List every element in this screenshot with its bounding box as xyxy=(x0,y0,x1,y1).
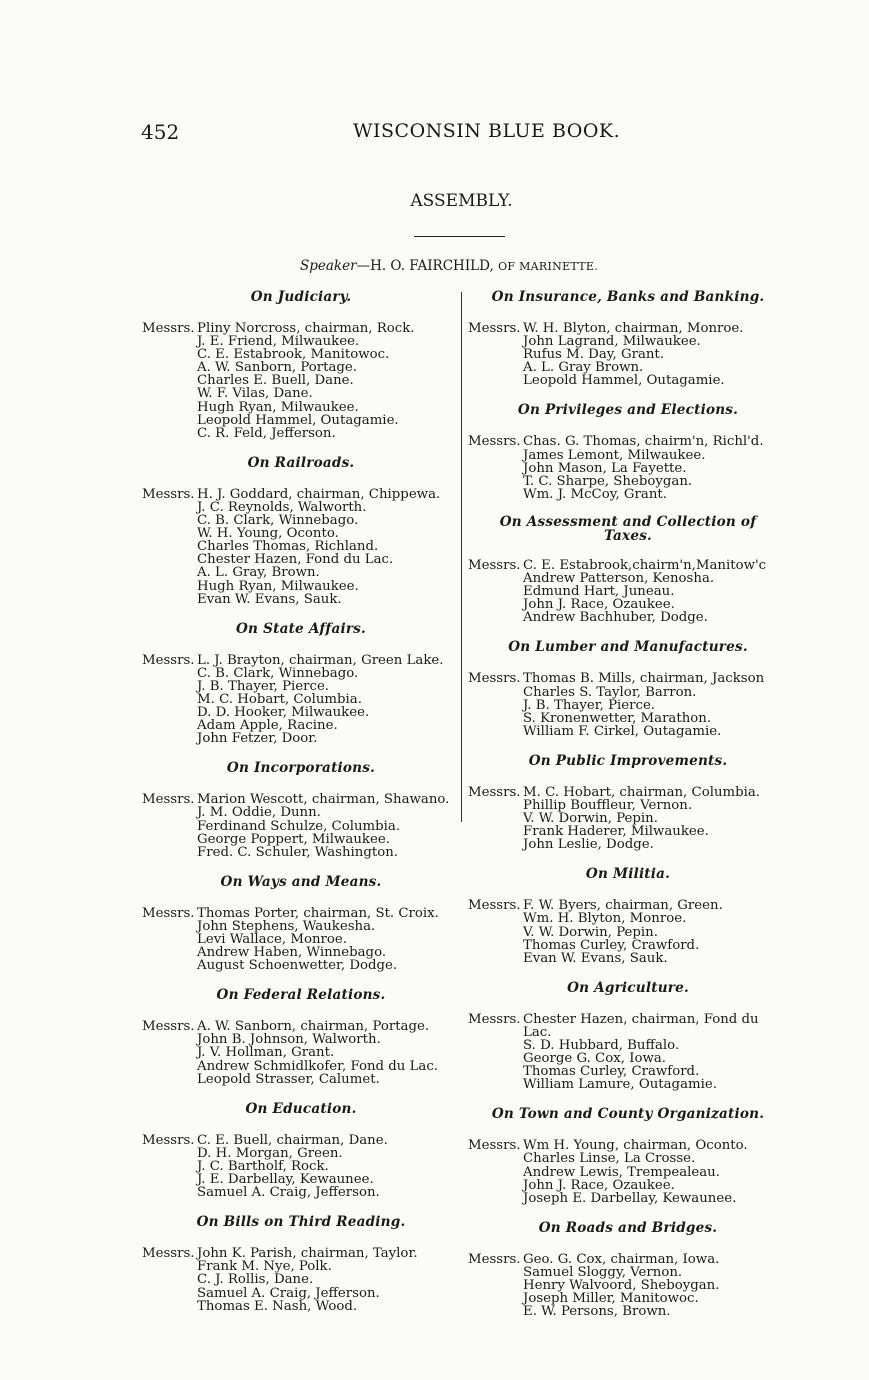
member-name: James Lemont, Milwaukee. xyxy=(523,447,706,463)
speaker-label: Speaker xyxy=(300,258,357,274)
committee-block xyxy=(468,288,788,387)
messrs-label: Messrs. xyxy=(468,434,521,450)
member-name: Evan W. Evans, Sauk. xyxy=(523,950,668,966)
member-name: F. W. Byers, chairman, Green. xyxy=(523,898,723,914)
member-name: Samuel A. Craig, Jefferson. xyxy=(197,1185,380,1201)
member-name: Andrew Bachhuber, Dodge. xyxy=(523,610,708,626)
member-name: Wm. J. McCoy, Grant. xyxy=(523,486,667,502)
member-name: M. C. Hobart, chairman, Columbia. xyxy=(523,784,761,800)
member-name: Samuel A. Craig, Jefferson. xyxy=(197,1285,380,1301)
member-name: D. D. Hooker, Milwaukee. xyxy=(197,705,370,721)
member-name: T. C. Sharpe, Sheboygan. xyxy=(523,473,693,489)
member-name: Andrew Schmidlkofer, Fond du Lac. xyxy=(197,1058,438,1074)
committee-members xyxy=(468,435,788,500)
member-name: John Fetzer, Door. xyxy=(197,731,318,747)
member-name: Frank M. Nye, Polk. xyxy=(197,1259,332,1275)
committee-title: On Judiciary. xyxy=(250,289,352,305)
messrs-label: Messrs. xyxy=(142,652,195,668)
messrs-label: Messrs. xyxy=(468,784,521,800)
member-name: Chester Hazen, chairman, Fond du xyxy=(523,1011,759,1027)
member-name: L. J. Brayton, chairman, Green Lake. xyxy=(197,652,444,668)
messrs-label: Messrs. xyxy=(468,1251,521,1267)
committee-title: On Bills on Third Reading. xyxy=(196,1214,406,1231)
member-name: A. L. Gray Brown. xyxy=(523,360,644,376)
member-name: J. C. Bartholf, Rock. xyxy=(197,1158,329,1174)
messrs-label: Messrs. xyxy=(142,1246,195,1262)
member-name: W. F. Vilas, Dane. xyxy=(197,386,313,402)
member-name: A. W. Sanborn, Portage. xyxy=(197,360,357,376)
section-title: ASSEMBLY. xyxy=(410,191,513,211)
member-name: Thomas Curley, Crawford. xyxy=(523,937,700,953)
running-title: WISCONSIN BLUE BOOK. xyxy=(353,120,621,142)
member-name: John Leslie, Dodge. xyxy=(523,837,654,853)
member-name: George Poppert, Milwaukee. xyxy=(197,831,390,847)
committee-block xyxy=(468,1219,788,1318)
member-row xyxy=(468,786,788,799)
speaker-line xyxy=(300,258,598,274)
member-name: E. W. Persons, Brown. xyxy=(523,1304,671,1320)
member-name: Leopold Hammel, Outagamie. xyxy=(197,412,399,428)
member-name: William F. Cirkel, Outagamie. xyxy=(523,723,722,739)
committee-block xyxy=(468,752,788,851)
right-column xyxy=(468,288,788,1332)
committee-title: On Assessment and Collection of Taxes. xyxy=(499,513,757,544)
member-name: S. Kronenwetter, Marathon. xyxy=(523,710,712,726)
committee-members xyxy=(142,1134,460,1199)
member-name: W. H. Young, Oconto. xyxy=(197,526,339,542)
committee-members xyxy=(142,793,460,858)
member-name: C. E. Buell, chairman, Dane. xyxy=(197,1132,388,1148)
member-name: C. E. Estabrook,chairm'n,Manitow'c xyxy=(523,557,767,573)
committee-block xyxy=(142,1100,460,1199)
member-name: Thomas E. Nash, Wood. xyxy=(197,1298,358,1314)
committee-members xyxy=(142,1020,460,1085)
member-name: Charles Thomas, Richland. xyxy=(197,539,379,555)
committee-title: On Education. xyxy=(245,1100,357,1117)
messrs-label: Messrs. xyxy=(142,1019,195,1035)
member-row xyxy=(468,672,788,685)
committee-members xyxy=(142,907,460,972)
committee-block xyxy=(142,873,460,972)
member-name: C. E. Estabrook, Manitowoc. xyxy=(197,347,390,363)
member-name: Edmund Hart, Juneau. xyxy=(523,584,675,600)
member-name: Andrew Lewis, Trempealeau. xyxy=(523,1164,720,1180)
member-name: August Schoenwetter, Dodge. xyxy=(197,958,398,974)
committee-title: On Privileges and Elections. xyxy=(517,402,739,419)
member-row xyxy=(468,1253,788,1266)
committee-members xyxy=(468,1139,788,1204)
messrs-label: Messrs. xyxy=(468,1011,521,1027)
committee-block xyxy=(142,288,460,440)
committee-block xyxy=(142,759,460,858)
member-name: Geo. G. Cox, chairman, Iowa. xyxy=(523,1251,720,1267)
committee-members xyxy=(142,1247,460,1312)
member-name: J. B. Thayer, Pierce. xyxy=(197,678,330,694)
member-name: C. B. Clark, Winnebago. xyxy=(197,513,359,529)
committee-block xyxy=(468,515,788,624)
messrs-label: Messrs. xyxy=(468,557,521,573)
messrs-label: Messrs. xyxy=(142,905,195,921)
member-name: J. C. Reynolds, Walworth. xyxy=(197,499,367,515)
member-name: Thomas B. Mills, chairman, Jackson xyxy=(523,671,765,687)
member-row xyxy=(468,435,788,448)
committee-title: On Roads and Bridges. xyxy=(538,1219,718,1236)
committee-members xyxy=(468,322,788,387)
member-name: John Stephens, Waukesha. xyxy=(197,918,376,934)
member-name: Hugh Ryan, Milwaukee. xyxy=(197,399,359,415)
member-name: J. B. Thayer, Pierce. xyxy=(523,697,656,713)
member-name: W. H. Blyton, chairman, Monroe. xyxy=(523,321,744,336)
column-divider xyxy=(461,292,462,822)
member-name: Thomas Curley, Crawford. xyxy=(523,1064,700,1080)
committee-members xyxy=(468,672,788,737)
committee-block xyxy=(468,638,788,737)
speaker-name: H. O. FAIRCHILD, xyxy=(370,258,494,274)
committee-title: On Lumber and Manufactures. xyxy=(508,639,748,656)
committee-block xyxy=(142,986,460,1085)
member-name: S. D. Hubbard, Buffalo. xyxy=(523,1038,680,1053)
messrs-label: Messrs. xyxy=(468,321,521,336)
member-name: Andrew Haben, Winnebago. xyxy=(197,945,387,961)
member-name: Marion Wescott, chairman, Shawano. xyxy=(197,792,450,808)
member-row xyxy=(468,1013,788,1026)
committee-title: On Railroads. xyxy=(247,454,355,471)
member-row xyxy=(142,1134,460,1147)
committee-block xyxy=(468,979,788,1092)
messrs-label: Messrs. xyxy=(142,1132,195,1148)
member-name: William Lamure, Outagamie. xyxy=(523,1077,717,1093)
speaker-dash: — xyxy=(356,258,371,274)
committee-block xyxy=(142,620,460,746)
member-name: Wm. H. Blyton, Monroe. xyxy=(523,911,687,927)
committee-members xyxy=(468,1013,788,1092)
member-name: C. J. Rollis, Dane. xyxy=(197,1272,314,1288)
member-name: Leopold Hammel, Outagamie. xyxy=(523,373,725,389)
member-name: Fred. C. Schuler, Washington. xyxy=(197,844,399,860)
committee-members xyxy=(468,899,788,964)
member-name: M. C. Hobart, Columbia. xyxy=(197,691,362,707)
member-name: J. V. Hollman, Grant. xyxy=(197,1045,335,1061)
member-name: A. W. Sanborn, chairman, Portage. xyxy=(197,1019,430,1035)
member-name: Charles S. Taylor, Barron. xyxy=(523,684,697,700)
member-name: Chester Hazen, Fond du Lac. xyxy=(197,552,394,568)
member-name: Frank Haderer, Milwaukee. xyxy=(523,824,709,840)
member-name: John Mason, La Fayette. xyxy=(523,460,687,476)
messrs-label: Messrs. xyxy=(142,792,195,808)
committee-block xyxy=(468,1105,788,1204)
member-name: Wm H. Young, chairman, Oconto. xyxy=(523,1138,748,1154)
member-name: A. L. Gray, Brown. xyxy=(197,565,320,581)
committee-block xyxy=(468,865,788,964)
messrs-label: Messrs. xyxy=(142,486,195,502)
committee-title: On Town and County Organization. xyxy=(491,1106,765,1123)
member-name: Henry Walvoord, Sheboygan. xyxy=(523,1278,720,1294)
member-name: Charles E. Buell, Dane. xyxy=(197,373,354,389)
member-name: Rufus M. Day, Grant. xyxy=(523,347,665,363)
member-name: H. J. Goddard, chairman, Chippewa. xyxy=(197,486,441,502)
committee-members xyxy=(468,559,788,624)
member-name: Phillip Bouffleur, Vernon. xyxy=(523,797,693,813)
member-row xyxy=(142,654,460,667)
page-number: 452 xyxy=(141,120,180,144)
committee-title: On Federal Relations. xyxy=(216,987,386,1004)
member-name: Lac. xyxy=(523,1024,552,1040)
speaker-of: OF MARINETTE. xyxy=(498,260,599,273)
title-rule xyxy=(414,236,505,237)
member-name: Joseph Miller, Manitowoc. xyxy=(523,1291,699,1307)
committee-title: On Incorporations. xyxy=(226,760,376,777)
member-name: John B. Johnson, Walworth. xyxy=(197,1032,381,1048)
member-name: Chas. G. Thomas, chairm'n, Richl'd. xyxy=(523,434,764,450)
committee-members xyxy=(468,786,788,851)
member-name: John J. Race, Ozaukee. xyxy=(523,1177,675,1193)
committee-members xyxy=(142,322,460,440)
member-name: J. M. Oddie, Dunn. xyxy=(197,805,321,821)
member-row xyxy=(142,488,460,501)
member-name: George G. Cox, Iowa. xyxy=(523,1051,666,1067)
messrs-label: Messrs. xyxy=(142,321,195,336)
committee-block xyxy=(468,401,788,500)
member-name: Pliny Norcross, chairman, Rock. xyxy=(197,321,415,336)
member-name: C. R. Feld, Jefferson. xyxy=(197,425,336,441)
member-name: D. H. Morgan, Green. xyxy=(197,1145,343,1161)
committee-title: On Ways and Means. xyxy=(220,873,382,890)
member-name: Ferdinand Schulze, Columbia. xyxy=(197,818,401,834)
messrs-label: Messrs. xyxy=(468,671,521,687)
committee-block xyxy=(142,1213,460,1312)
member-name: Leopold Strasser, Calumet. xyxy=(197,1071,380,1087)
member-name: Evan W. Evans, Sauk. xyxy=(197,591,342,607)
committee-title: On Militia. xyxy=(585,866,671,883)
member-name: Hugh Ryan, Milwaukee. xyxy=(197,578,359,594)
member-name: Joseph E. Darbellay, Kewaunee. xyxy=(523,1190,737,1206)
messrs-label: Messrs. xyxy=(468,898,521,914)
member-name: C. B. Clark, Winnebago. xyxy=(197,665,359,681)
member-name: John K. Parish, chairman, Taylor. xyxy=(197,1246,418,1262)
committee-title: On Agriculture. xyxy=(567,979,689,996)
member-name: Thomas Porter, chairman, St. Croix. xyxy=(197,905,439,921)
committee-title: On State Affairs. xyxy=(236,620,366,637)
member-name: J. E. Darbellay, Kewaunee. xyxy=(197,1172,374,1188)
member-name: Andrew Patterson, Kenosha. xyxy=(523,571,715,587)
committee-members xyxy=(142,488,460,606)
committee-members xyxy=(142,654,460,746)
messrs-label: Messrs. xyxy=(468,1138,521,1154)
committee-title: On Public Improvements. xyxy=(528,752,728,769)
member-name: Levi Wallace, Monroe. xyxy=(197,932,347,947)
committee-members xyxy=(468,1253,788,1318)
member-name: John J. Race, Ozaukee. xyxy=(523,597,675,613)
left-column xyxy=(142,288,460,1327)
member-name: J. E. Friend, Milwaukee. xyxy=(197,334,360,350)
committee-title: On Insurance, Banks and Banking. xyxy=(491,289,765,305)
member-name: V. W. Dorwin, Pepin. xyxy=(523,924,658,940)
member-name: Adam Apple, Racine. xyxy=(197,718,338,734)
member-name: Samuel Sloggy, Vernon. xyxy=(523,1264,683,1280)
committee-block xyxy=(142,454,460,606)
member-row xyxy=(142,907,460,920)
member-name: Charles Linse, La Crosse. xyxy=(523,1151,696,1167)
member-name: V. W. Dorwin, Pepin. xyxy=(523,811,658,827)
member-name: John Lagrand, Milwaukee. xyxy=(523,334,701,350)
